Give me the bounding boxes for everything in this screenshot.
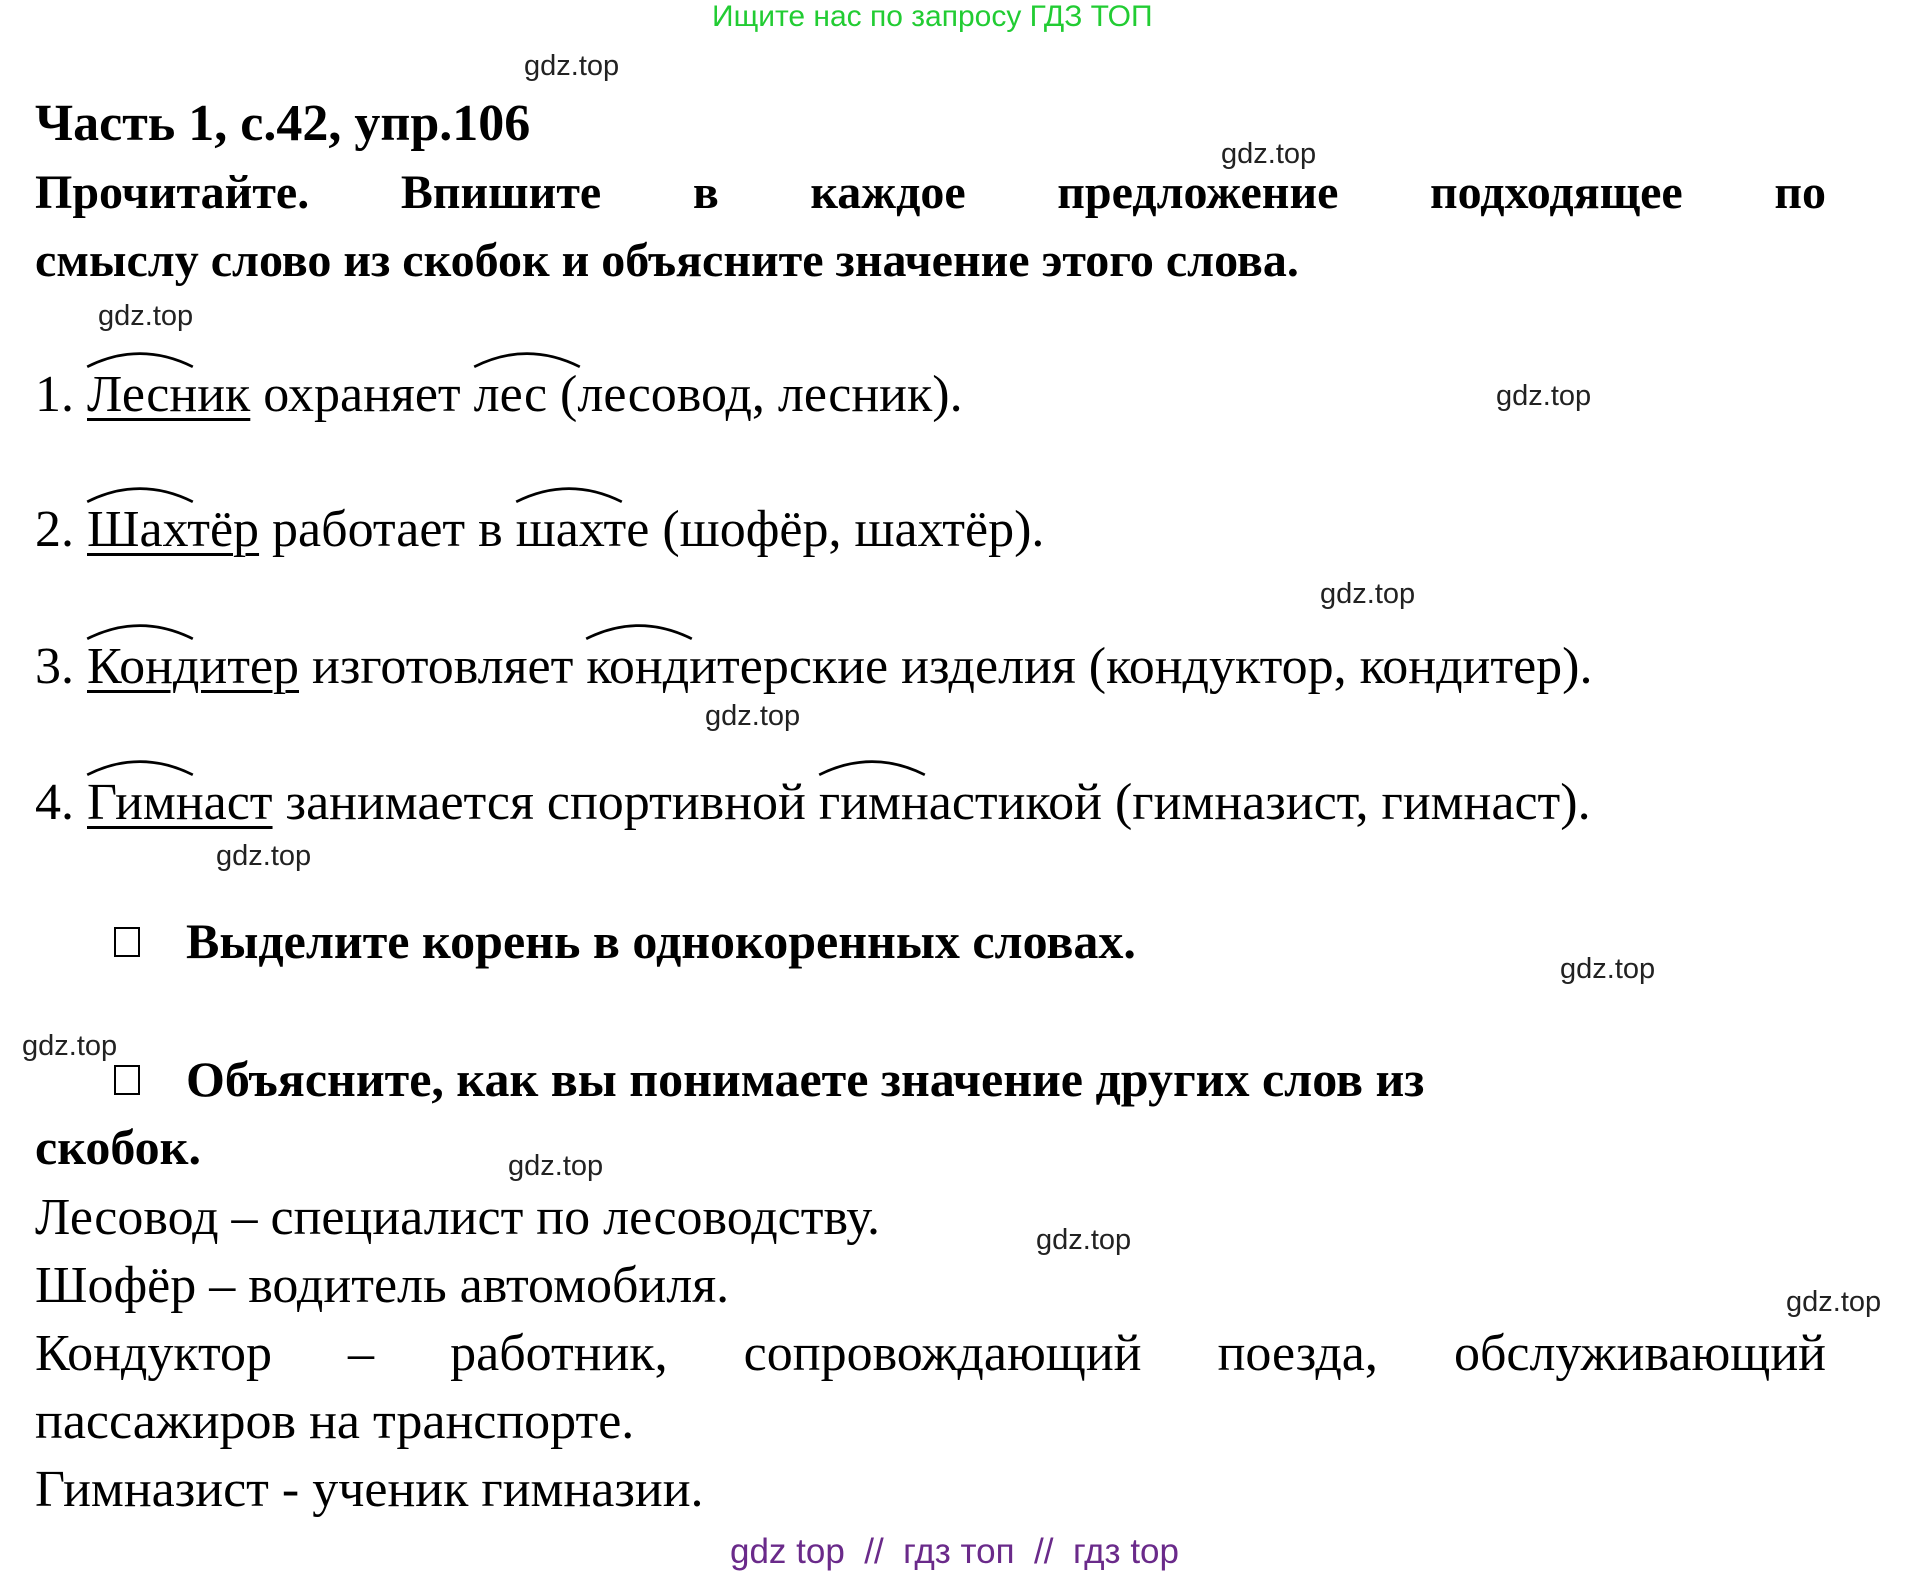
root-arc-icon: [514, 482, 624, 504]
root-arc-icon: [584, 619, 694, 641]
cognate-word: гимнастикой: [819, 773, 1102, 832]
root-arc-icon: [85, 482, 195, 504]
definition-lesovod: Лесовод – специалист по лесоводству.: [35, 1189, 881, 1246]
sentence-text: изготовляет: [312, 638, 574, 695]
sentence-options: (шофёр, шахтёр).: [662, 501, 1045, 558]
sentence-options: (гимназист, гимнаст).: [1114, 774, 1591, 831]
cognate-word: шахте: [516, 500, 650, 559]
root-arc-icon: [85, 347, 195, 369]
cognate-word: лес: [474, 365, 547, 424]
answer-word: Лесник: [87, 365, 250, 424]
sentence-3: [35, 637, 1592, 696]
sentence-text: работает в: [272, 501, 503, 558]
answer-word: Шахтёр: [87, 500, 259, 559]
watermark: gdz.top: [98, 300, 194, 332]
checkbox-icon: [114, 1065, 140, 1095]
sentence-text: занимается спортивной: [285, 774, 806, 831]
subtask-explain-line-2: скобок.: [35, 1119, 201, 1175]
answer-word: Гимнаст: [87, 773, 273, 832]
sentence-options: изделия (кондуктор, кондитер).: [901, 638, 1593, 695]
sentence-number: 2.: [35, 501, 74, 558]
watermark: gdz.top: [216, 840, 312, 872]
checkbox-icon: [114, 927, 140, 957]
sentence-4: [35, 773, 1591, 832]
footer-link[interactable]: gdz top // гдз топ // гдз top: [730, 1532, 1179, 1571]
sentence-options: (лесовод, лесник).: [560, 366, 963, 423]
search-banner: Ищите нас по запросу ГДЗ ТОП: [712, 0, 1153, 33]
cognate-word: кондитерские: [586, 637, 888, 696]
watermark: gdz.top: [1320, 578, 1416, 610]
watermark: gdz.top: [1560, 953, 1656, 985]
sentence-2: [35, 500, 1044, 559]
root-arc-icon: [85, 755, 195, 777]
sentence-1: [35, 365, 963, 424]
sentence-number: 1.: [35, 366, 74, 423]
root-arc-icon: [817, 755, 927, 777]
watermark: gdz.top: [1786, 1286, 1882, 1318]
watermark: gdz.top: [22, 1030, 118, 1062]
answer-word: Кондитер: [87, 637, 299, 696]
definition-konduktor-line-2: пассажиров на транспорте.: [35, 1393, 635, 1450]
watermark: gdz.top: [705, 700, 801, 732]
watermark: gdz.top: [1221, 138, 1317, 170]
subtask-roots: Выделите корень в однокоренных словах.: [186, 913, 1136, 969]
page-title: Часть 1, с.42, упр.106: [35, 95, 531, 152]
root-arc-icon: [472, 347, 582, 369]
task-line-1: Прочитайте. Впишите в каждое предложение подходящее по: [35, 166, 1826, 219]
watermark: gdz.top: [1036, 1224, 1132, 1256]
root-arc-icon: [85, 619, 195, 641]
subtask-explain-line-1: Объясните, как вы понимаете значение других слов из: [186, 1051, 1425, 1107]
sentence-number: 3.: [35, 638, 74, 695]
task-line-2: смыслу слово из скобок и объясните значение этого слова.: [35, 234, 1299, 287]
watermark: gdz.top: [1496, 380, 1592, 412]
watermark: gdz.top: [524, 50, 620, 82]
definition-gimnazist: Гимназист - ученик гимназии.: [35, 1461, 704, 1518]
sentence-text: охраняет: [263, 366, 461, 423]
sentence-number: 4.: [35, 774, 74, 831]
definition-konduktor-line-1: Кондуктор – работник, сопровождающий поезда, обслуживающий: [35, 1325, 1826, 1382]
watermark: gdz.top: [508, 1150, 604, 1182]
definition-shofer: Шофёр – водитель автомобиля.: [35, 1257, 730, 1314]
